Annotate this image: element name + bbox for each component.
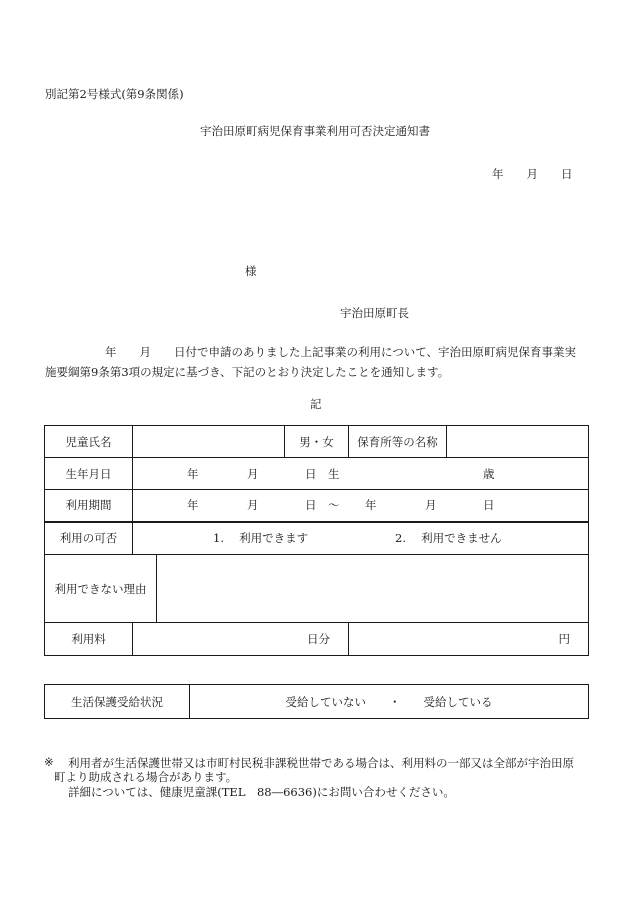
period-start-month: 月 (247, 498, 259, 513)
details-table (44, 425, 589, 656)
period-end-year: 年 (365, 498, 377, 513)
period-end-day: 日 (483, 498, 495, 513)
birth-month-unit: 月 (247, 466, 259, 481)
child-name-label: 児童氏名 (45, 426, 133, 458)
option-available[interactable]: 1. 利用できます (213, 531, 309, 546)
welfare-table (44, 684, 589, 719)
row-reason (45, 555, 589, 623)
note-line-1: 利用者が生活保護世帯又は市町村民税非課税世帯である場合は、利用料の一部又は全部が宇治田原 (68, 756, 574, 770)
row-child-name (45, 426, 589, 458)
birthdate-field[interactable] (133, 458, 589, 490)
reason-label: 利用できない理由 (45, 555, 157, 623)
note-mark: ※ (44, 755, 54, 769)
birthdate-label: 生年月日 (45, 458, 133, 490)
period-start-year: 年 (187, 498, 199, 513)
body-line-2: 施要綱第9条第3項の規定に基づき、下記のとおり決定したことを通知します。 (45, 365, 450, 379)
nursery-name-label: 保育所等の名称 (349, 426, 447, 458)
child-name-field[interactable] (133, 426, 285, 458)
row-period (45, 490, 589, 522)
fee-label: 利用料 (45, 623, 133, 656)
welfare-options[interactable]: 受給していない ・ 受給している (190, 685, 589, 719)
sex-options[interactable]: 男・女 (285, 426, 349, 458)
document-title: 宇治田原町病児保育事業利用可否決定通知書 (200, 124, 430, 138)
availability-field (133, 522, 589, 555)
age-unit: 歳 (483, 466, 495, 481)
body-line-1: 年 月 日付で申請のありました上記事業の利用について、宇治田原町病児保育事業実 (105, 345, 577, 359)
birth-year-unit: 年 (187, 466, 199, 481)
row-birthdate (45, 458, 589, 490)
period-label: 利用期間 (45, 490, 133, 522)
note-line-3: 詳細については、健康児童課(TEL 88―6636)にお問い合わせください。 (68, 785, 455, 799)
period-field[interactable] (133, 490, 589, 522)
period-end-month: 月 (425, 498, 437, 513)
ki-marker: 記 (310, 397, 322, 411)
reason-field[interactable] (157, 555, 589, 623)
option-unavailable[interactable]: 2. 利用できません (395, 531, 502, 546)
birth-day-born: 日 生 (305, 466, 340, 481)
sender-name: 宇治田原町長 (340, 306, 409, 320)
welfare-label: 生活保護受給状況 (45, 685, 190, 719)
nursery-name-field[interactable] (447, 426, 589, 458)
period-start-day: 日 ～ (305, 498, 340, 513)
form-number: 別記第2号様式(第9条関係) (45, 87, 184, 101)
issue-date: 年 月 日 (492, 167, 573, 181)
addressee-suffix: 様 (245, 264, 257, 278)
fee-yen-field[interactable]: 円 (349, 623, 589, 656)
row-availability (45, 522, 589, 555)
note-line-2: 町より助成される場合があります。 (54, 770, 238, 784)
fee-days-field[interactable]: 日分 (133, 623, 349, 656)
availability-label: 利用の可否 (45, 522, 133, 555)
row-fee (45, 623, 589, 656)
